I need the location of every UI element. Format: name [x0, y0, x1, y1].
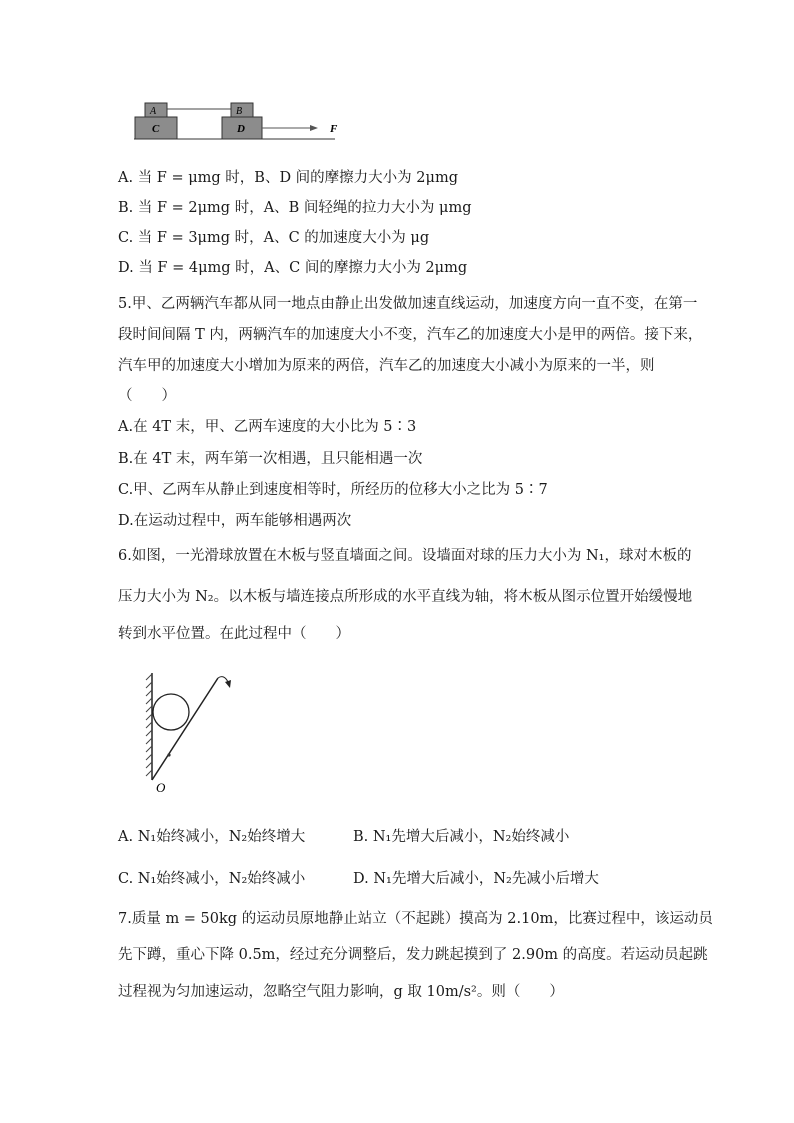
q4-option-d: D. 当 F = 4μmg 时，A、C 间的摩擦力大小为 2μmg [118, 260, 468, 276]
label-f: F [330, 123, 338, 135]
q5-stem-line-3: 汽车甲的加速度大小增加为原来的两倍，汽车乙的加速度大小减小为原来的一半，则 [118, 358, 655, 374]
q4-option-b: B. 当 F = 2μmg 时，A、B 间轻绳的拉力大小为 μmg [118, 200, 472, 216]
q5-option-a: A.在 4T 末，甲、乙两车速度的大小比为 5∶3 [118, 419, 417, 435]
ball [153, 694, 189, 730]
q7-stem-line-2: 先下蹲，重心下降 0.5m，经过充分调整后，发力跳起摸到了 2.90m 的高度。若运动员起跳 [118, 947, 708, 963]
q5-option-b: B.在 4T 末，两车第一次相遇，且只能相遇一次 [118, 451, 423, 467]
q6-stem-line-1: 6.如图，一光滑球放置在木板与竖直墙面之间。设墙面对球的压力大小为 N₁，球对木板的 [118, 548, 692, 564]
q6-option-c: C. N₁始终减小，N₂始终减小 [118, 871, 306, 887]
pivot-label: O [156, 780, 166, 795]
q7-stem-line-3: 过程视为匀加速运动，忽略空气阻力影响，g 取 10m/s²。则（ ） [118, 984, 564, 1000]
force-arrowhead [310, 125, 318, 131]
q5-stem-line-4: （ ） [118, 388, 176, 404]
label-b: B [236, 106, 243, 117]
q6-stem-line-3: 转到水平位置。在此过程中（ ） [118, 626, 350, 642]
board [152, 678, 218, 780]
blocks-diagram [130, 100, 370, 140]
pivot-dot [167, 753, 170, 756]
q6-stem-line-2: 压力大小为 N₂。以木板与墙连接点所形成的水平直线为轴，将木板从图示位置开始缓慢地 [118, 589, 693, 605]
label-c: C [152, 123, 160, 135]
q4-option-a: A. 当 F = μmg 时，B、D 间的摩擦力大小为 2μmg [118, 170, 458, 186]
q5-stem-line-1: 5.甲、乙两辆汽车都从同一地点由静止出发做加速直线运动，加速度方向一直不变，在第一 [118, 296, 698, 312]
q4-option-c: C. 当 F = 3μmg 时，A、C 的加速度大小为 μg [118, 230, 430, 246]
rotation-arrow [218, 677, 228, 682]
ball-board-diagram [140, 668, 260, 798]
label-d: D [237, 123, 245, 135]
label-a: A [150, 106, 157, 117]
q6-option-a: A. N₁始终减小，N₂始终增大 [118, 829, 306, 845]
q6-option-b: B. N₁先增大后减小，N₂始终减小 [353, 829, 570, 845]
q5-option-d: D.在运动过程中，两车能够相遇两次 [118, 513, 352, 529]
q6-option-d: D. N₁先增大后减小，N₂先减小后增大 [353, 871, 599, 887]
q5-option-c: C.甲、乙两车从静止到速度相等时，所经历的位移大小之比为 5∶7 [118, 482, 548, 498]
q5-stem-line-2: 段时间间隔 T 内，两辆汽车的加速度大小不变，汽车乙的加速度大小是甲的两倍。接下来， [118, 327, 703, 343]
q7-stem-line-1: 7.质量 m = 50kg 的运动员原地静止站立（不起跳）摸高为 2.10m，比赛过程中，该运动员 [118, 911, 713, 927]
rotation-arrowhead [225, 680, 231, 688]
wall-hatching [146, 674, 152, 776]
